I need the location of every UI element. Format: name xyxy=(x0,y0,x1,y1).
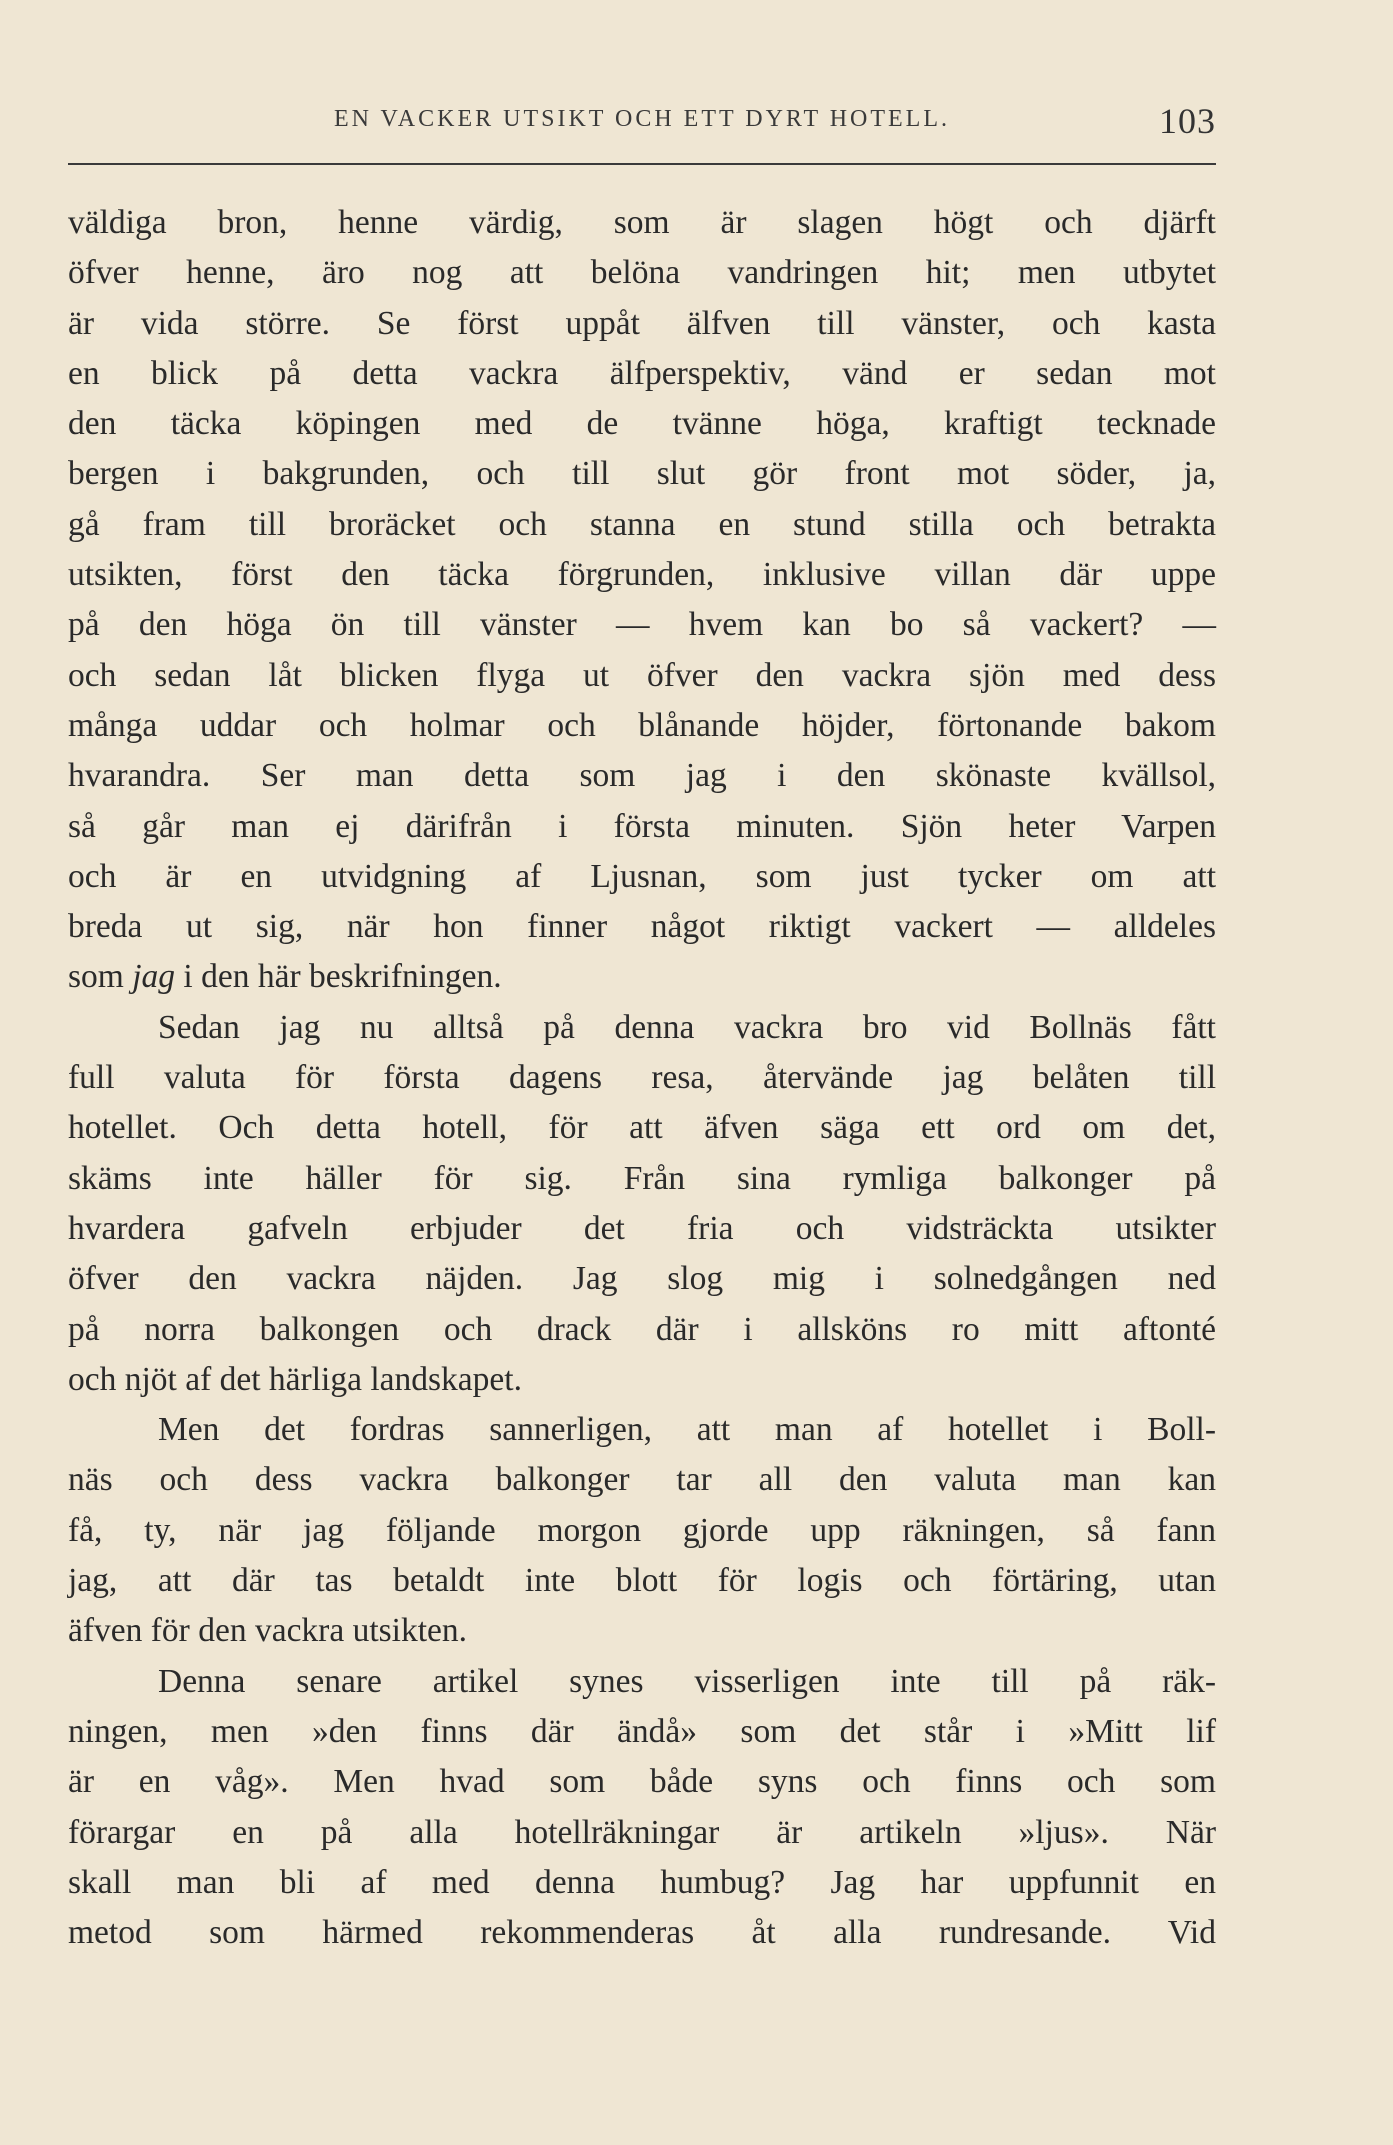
text-line: hotellet. Och detta hotell, för att äfven säga ett ord om det, xyxy=(68,1109,1216,1147)
running-head xyxy=(68,100,1216,150)
text-line: en blick på detta vackra älfperspektiv, vänd er sedan mot xyxy=(68,354,1216,392)
text-segment: i den här beskrifningen. xyxy=(175,958,502,996)
text-line: näs och dess vackra balkonger tar all den valuta man kan xyxy=(68,1461,1216,1499)
text-segment: som xyxy=(68,958,133,996)
text-line: Denna senare artikel synes visserligen inte till på räk- xyxy=(158,1662,1216,1700)
text-line: väldiga bron, henne värdig, som är slagen högt och djärft xyxy=(68,204,1216,241)
text-line: få, ty, när jag följande morgon gjorde upp räkningen, så fann xyxy=(68,1511,1216,1549)
page-number: 103 xyxy=(1159,101,1216,141)
running-title: EN VACKER UTSIKT OCH ETT DYRT HOTELL. xyxy=(333,106,950,132)
text-line: på norra balkongen och drack där i allsköns ro mitt aftonté xyxy=(68,1310,1216,1348)
text-line: utsikten, först den täcka förgrunden, inklusive villan där uppe xyxy=(68,556,1216,594)
text-line: och sedan låt blicken flyga ut öfver den vackra sjön med dess xyxy=(68,656,1216,694)
text-line: gå fram till broräcket och stanna en stund stilla och betrakta xyxy=(68,505,1216,543)
text-line: är en våg». Men hvad som både syns och finns och som xyxy=(68,1763,1216,1801)
text-line: bergen i bakgrunden, och till slut gör front mot söder, ja, xyxy=(68,455,1216,493)
text-line: ningen, men »den finns där ändå» som det står i »Mitt lif xyxy=(68,1712,1216,1750)
text-line: så går man ej därifrån i första minuten. Sjön heter Varpen xyxy=(68,807,1216,845)
text-line: metod som härmed rekommenderas åt alla rundresande. Vid xyxy=(68,1914,1216,1952)
body-text xyxy=(68,198,1216,1958)
text-line: Sedan jag nu alltså på denna vackra bro vid Bollnäs fått xyxy=(158,1008,1216,1046)
text-line: äfven för den vackra utsikten. xyxy=(68,1612,468,1650)
text-line: många uddar och holmar och blånande höjder, förtonande bakom xyxy=(68,706,1216,744)
text-line: och njöt af det härliga landskapet. xyxy=(68,1360,522,1398)
text-line xyxy=(68,952,1216,1002)
text-line: hvardera gafveln erbjuder det fria och vidsträckta utsikter xyxy=(68,1209,1216,1247)
text-line: och är en utvidgning af Ljusnan, som just tycker om att xyxy=(68,857,1216,895)
text-line: Men det fordras sannerligen, att man af hotellet i Boll- xyxy=(158,1411,1216,1449)
text-line: full valuta för första dagens resa, återvände jag belåten till xyxy=(68,1059,1216,1097)
text-line: skall man bli af med denna humbug? Jag har uppfunnit en xyxy=(68,1863,1216,1901)
text-line: på den höga ön till vänster — hvem kan bo så vackert? — xyxy=(68,606,1216,644)
text-line: öfver henne, äro nog att belöna vandringen hit; men utbytet xyxy=(68,254,1216,292)
text-line: den täcka köpingen med de tvänne höga, kraftigt tecknade xyxy=(68,405,1216,443)
text-line: hvarandra. Ser man detta som jag i den skönaste kvällsol, xyxy=(68,757,1216,795)
header-rule xyxy=(68,163,1216,165)
italic-word: jag xyxy=(132,958,176,996)
text-line: jag, att där tas betaldt inte blott för logis och förtäring, utan xyxy=(68,1562,1216,1600)
text-line: förargar en på alla hotellräkningar är artikeln »ljus». När xyxy=(68,1813,1216,1851)
text-line: breda ut sig, när hon finner något riktigt vackert — alldeles xyxy=(68,908,1216,946)
text-line: är vida större. Se först uppåt älfven till vänster, och kasta xyxy=(68,304,1216,342)
text-line: öfver den vackra näjden. Jag slog mig i solnedgången ned xyxy=(68,1260,1216,1298)
text-line: skäms inte häller för sig. Från sina rymliga balkonger på xyxy=(68,1159,1216,1197)
